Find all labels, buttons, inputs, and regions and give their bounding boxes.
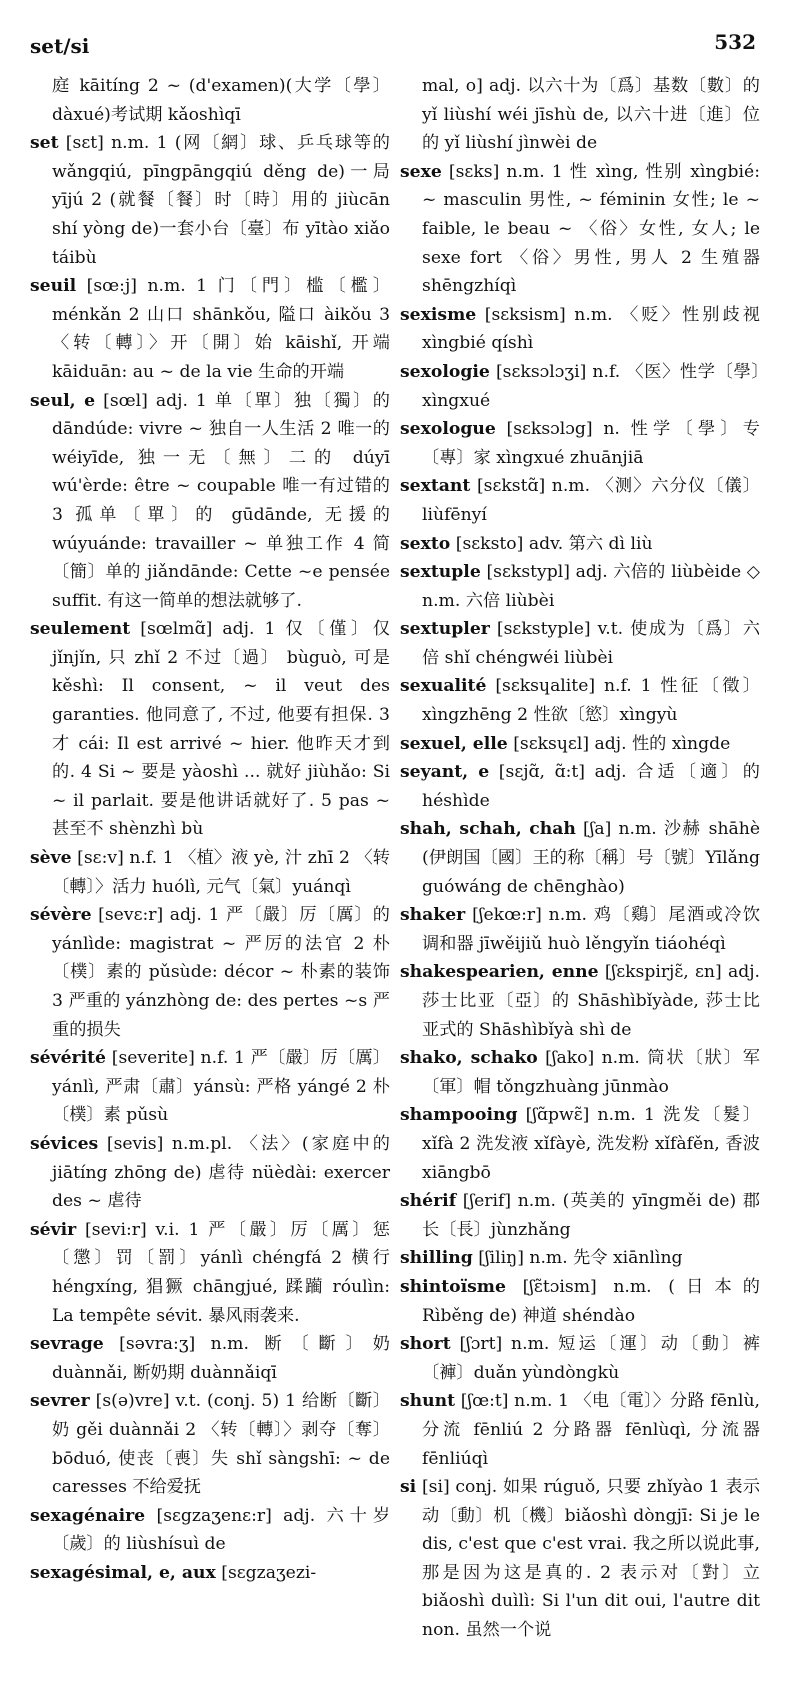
entry-headword: shérif (400, 1191, 457, 1212)
entry-headword: seuil (30, 276, 77, 297)
entry-headword: sevrage (30, 1334, 104, 1355)
entry-headword: sévir (30, 1219, 77, 1240)
entry-headword: sévère (30, 905, 92, 926)
entry-definition: [sɛksto] adv. 第六 dì liù (455, 533, 653, 554)
entry-definition: [sœl] adj. 1 单〔單〕独〔獨〕的 dāndúde: vivre ~ 独自一人生活 2 唯一的 wéiyīde, 独一无〔無〕二的 dúyī wú'èrde: être ~ coupable 唯一有过错的 3 孤单〔單〕的 gūdānde, 无援的 wúyuánde: travailler ~ 单独工作 4 简〔簡〕单的 jiǎndānde: Cette ~e pensée suffit. 有这一简单的想法就够了. (52, 390, 390, 611)
entry-headword: sexagénaire (30, 1505, 146, 1526)
entry-headword: seyant, e (400, 762, 490, 783)
running-head: set/si (30, 34, 90, 58)
entry-definition: [ʃa] n.m. 沙赫 shāhè (伊朗国〔國〕王的称〔稱〕号〔號〕Yīlǎng guówáng de chēnghào) (422, 819, 760, 897)
dictionary-entry (400, 358, 760, 415)
entry-headword: sévérité (30, 1048, 106, 1069)
dictionary-entry (400, 472, 760, 529)
dictionary-entry (30, 844, 390, 901)
entry-definition: [ʃerif] n.m. (英美的 yīngměi de) 郡长〔長〕jùnzhǎng (422, 1191, 760, 1240)
entry-headword: shintoïsme (400, 1276, 506, 1297)
dictionary-entry (400, 672, 760, 729)
dictionary-entry (400, 1273, 760, 1330)
dictionary-entry (400, 958, 760, 1044)
entry-definition: [ʃekœ:r] n.m. 鸡〔鷄〕尾酒或冷饮调和器 jīwěijiǔ huò lěngyǐn tiáohéqì (422, 905, 760, 954)
entry-headword: sexe (400, 161, 442, 182)
entry-headword: sexologie (400, 361, 490, 382)
entry-headword: seulement (30, 619, 131, 640)
entry-headword: shaker (400, 905, 466, 926)
entry-definition: [ʃiliŋ] n.m. 先令 xiānlìng (478, 1248, 683, 1269)
entry-definition: [sœlmɑ̃] adj. 1 仅〔僅〕仅 jǐnjǐn, 只 zhǐ 2 不过〔過〕 bùguò, 可是 kěshì: Il consent, ~ il veut des garanties. 他同意了, 不过, 他要有担保. 3 才 cái: Il est arrivé ~ hier. 他昨天才到的. 4 Si ~ 要是 yàoshì ... 就好 jiùhǎo: Si ~ il parlait. 要是他讲话就好了. 5 pas ~ 甚至不 shènzhì bù (52, 619, 390, 840)
entry-definition: [sœ:j] n.m. 1 门〔門〕槛〔檻〕ménkǎn 2 山口 shānkǒu, 隘口 àikǒu 3 〈转〔轉〕〉开〔開〕始 kāishǐ, 开端 kāiduān: au ~ de la vie 生命的开端 (52, 276, 390, 382)
entry-headword: sexto (400, 533, 451, 554)
entry-definition: 庭 kāitíng 2 ~ (d'examen)(大学〔學〕dàxué)考试期 kǎoshìqī (52, 76, 390, 125)
dictionary-entry (400, 1330, 760, 1387)
entry-definition: [sɛgzaʒenɛ:r] adj. 六十岁〔歲〕的 liùshísuì de (52, 1505, 390, 1555)
entry-definition: [ʃɔrt] n.m. 短运〔運〕动〔動〕裤〔褲〕duǎn yùndòngkù (422, 1334, 760, 1383)
dictionary-entry (400, 615, 760, 672)
dictionary-entry (30, 387, 390, 616)
entry-definition: [ʃako] n.m. 筒状〔狀〕军〔軍〕帽 tǒngzhuàng jūnmào (422, 1048, 760, 1097)
entry-definition: [sɛksism] n.m. 〈贬〉性别歧视 xìngbié qíshì (422, 304, 760, 354)
entry-definition: [ʃɛ̃tɔism] n.m. (日本的 Rìběng de) 神道 shéndào (422, 1276, 760, 1326)
entry-headword: sextant (400, 476, 471, 497)
entry-definition: [sɛ:v] n.f. 1 〈植〉液 yè, 汁 zhī 2 〈转〔轉〕〉活力 huólì, 元气〔氣〕yuánqì (52, 848, 390, 897)
dictionary-entry (400, 1387, 760, 1473)
dictionary-entry (30, 1559, 390, 1588)
dictionary-entry (30, 1502, 390, 1559)
entry-headword: sevrer (30, 1391, 90, 1412)
entry-headword: sexologue (400, 419, 496, 440)
entry-definition: [ʃɑ̃pwɛ̃] n.m. 1 洗发〔髮〕xǐfà 2 洗发液 xǐfàyè, 洗发粉 xǐfàfěn, 香波 xiāngbō (422, 1105, 760, 1183)
entry-definition: [sevɛ:r] adj. 1 严〔嚴〕厉〔厲〕的 yánlìde: magistrat ~ 严厉的法官 2 朴〔樸〕素的 pǔsùde: décor ~ 朴素的装饰 3 严重的 yánzhòng de: des pertes ~s 严重的损失 (52, 905, 390, 1040)
entry-headword: shako, schako (400, 1048, 538, 1069)
dictionary-entry (30, 1130, 390, 1216)
entry-headword: shilling (400, 1248, 473, 1269)
dictionary-entry-continuation (30, 72, 390, 129)
dictionary-entry-continuation (400, 72, 760, 158)
entry-definition: [sɛgzaʒezi- (221, 1562, 317, 1583)
entry-headword: short (400, 1334, 451, 1355)
entry-headword: sextupler (400, 619, 490, 640)
dictionary-entry (400, 1044, 760, 1101)
entry-definition: [ʃœ:t] n.m. 1 〈电〔電〕〉分路 fēnlù, 分流 fēnliú 2 分路器 fēnlùqì, 分流器 fēnliúqì (422, 1391, 760, 1469)
right-column (400, 72, 760, 1672)
entry-definition: [sɛkstypl] adj. 六倍的 liùbèide ◇ n.m. 六倍 liùbèi (422, 562, 760, 611)
entry-definition: [sɛksɔlɔʒi] n.f. 〈医〉性学〔學〕xìngxué (422, 361, 760, 411)
dictionary-entry (400, 901, 760, 958)
entry-headword: shampooing (400, 1105, 518, 1126)
dictionary-entry (400, 530, 760, 559)
entry-headword: sève (30, 848, 72, 869)
dictionary-entry (30, 272, 390, 386)
entry-definition: [sevi:r] v.i. 1 严〔嚴〕厉〔厲〕惩〔懲〕罚〔罰〕yánlì chéngfá 2 横行 héngxíng, 猖獗 chāngjué, 蹂躏 róulìn: La tempête sévit. 暴风雨袭来. (52, 1219, 390, 1326)
dictionary-entry (30, 129, 390, 272)
entry-definition: [sɛjɑ̃, ɑ̃:t] adj. 合适〔適〕的 héshìde (422, 762, 760, 811)
dictionary-entry (400, 1473, 760, 1645)
dictionary-entry (400, 301, 760, 358)
entry-definition: [sɛksɥalite] n.f. 1 性征〔徵〕xìngzhēng 2 性欲〔慾〕xìngyù (422, 676, 760, 726)
entry-definition: [sɛks] n.m. 1 性 xìng, 性别 xìngbié: ~ masculin 男性, ~ féminin 女性; le ~ faible, le beau ~ 〈俗〉女性, 女人; le sexe fort 〈俗〉男性, 男人 2 生殖器 shēngzhíqì (422, 161, 760, 297)
entry-headword: seul, e (30, 390, 96, 411)
entry-definition: [sevis] n.m.pl. 〈法〉(家庭中的 jiātíng zhōng de) 虐待 nüèdài: exercer des ~ 虐待 (52, 1133, 390, 1212)
dictionary-entry (30, 1330, 390, 1387)
entry-headword: si (400, 1477, 417, 1498)
entry-definition: [sɛkstyple] v.t. 使成为〔爲〕六倍 shǐ chéngwéi liùbèi (422, 619, 760, 668)
entry-headword: shakespearien, enne (400, 962, 599, 983)
entry-definition: [sɛt] n.m. 1 (网〔網〕球、乒乓球等的 wǎngqiú, pīngpāngqiú děng de)一局 yījú 2 (就餐〔餐〕时〔時〕用的 jiùcān shí yòng de)一套小台〔臺〕布 yītào xiǎo táibù (52, 133, 390, 268)
entry-definition: [səvra:ʒ] n.m. 断〔斷〕奶 duànnǎi, 断奶期 duànnǎiqī (52, 1334, 390, 1383)
entry-definition: [sɛksɥɛl] adj. 性的 xìngde (513, 733, 731, 754)
dictionary-entry (400, 730, 760, 759)
entry-definition: mal, o] adj. 以六十为〔爲〕基数〔數〕的 yǐ liùshí wéi jīshù de, 以六十进〔進〕位的 yǐ liùshí jìnwèi de (422, 76, 760, 154)
page-number: 532 (714, 30, 756, 54)
entry-headword: sexualité (400, 676, 487, 697)
entry-definition: [ʃɛkspirjɛ̃, ɛn] adj. 莎士比亚〔亞〕的 Shāshìbǐyàde, 莎士比亚式的 Shāshìbǐyà shì de (422, 962, 760, 1040)
entry-headword: shah, schah, chah (400, 819, 576, 840)
dictionary-entry (400, 558, 760, 615)
dictionary-entry (30, 1044, 390, 1130)
dictionary-entry (400, 1187, 760, 1244)
dictionary-entry (400, 158, 760, 301)
entry-headword: sexisme (400, 304, 477, 325)
entry-headword: sexuel, elle (400, 733, 508, 754)
entry-headword: shunt (400, 1391, 456, 1412)
dictionary-entry (30, 1216, 390, 1330)
dictionary-entry (30, 615, 390, 844)
dictionary-entry (400, 1244, 760, 1273)
dictionary-entry (400, 758, 760, 815)
dictionary-entry (400, 415, 760, 472)
dictionary-entry (30, 901, 390, 1044)
entry-headword: sévices (30, 1133, 99, 1154)
entry-definition: [severite] n.f. 1 严〔嚴〕厉〔厲〕yánlì, 严肃〔肅〕yánsù: 严格 yángé 2 朴〔樸〕素 pǔsù (52, 1048, 390, 1126)
entry-definition: [si] conj. 如果 rúguǒ, 只要 zhǐyào 1 表示动〔動〕机〔機〕biǎoshì dòngjī: Si je le dis, c'est que c'est vrai. 我之所以说此事, 那是因为这是真的. 2 表示对〔對〕立 biǎoshì duìlì: Si l'un dit oui, l'autre dit non. 虽然一个说 (421, 1477, 760, 1641)
entry-headword: set (30, 133, 59, 154)
entry-definition: [sɛksɔlɔg] n. 性学〔學〕专〔專〕家 xìngxué zhuānjiā (422, 419, 760, 468)
entry-definition: [s(ə)vre] v.t. (conj. 5) 1 给断〔斷〕奶 gěi duànnǎi 2 〈转〔轉〕〉剥夺〔奪〕bōduó, 使丧〔喪〕失 shǐ sàngshī: ~ de caresses 不给爱抚 (52, 1391, 390, 1498)
dictionary-entry (400, 815, 760, 901)
entry-headword: sextuple (400, 562, 481, 583)
entry-headword: sexagésimal, e, aux (30, 1562, 216, 1583)
left-column (30, 72, 390, 1672)
dictionary-entry (400, 1101, 760, 1187)
dictionary-entry (30, 1387, 390, 1501)
entry-definition: [sɛkstɑ̃] n.m. 〈测〉六分仪〔儀〕liùfēnyí (422, 476, 760, 525)
entry-columns (30, 72, 760, 1672)
